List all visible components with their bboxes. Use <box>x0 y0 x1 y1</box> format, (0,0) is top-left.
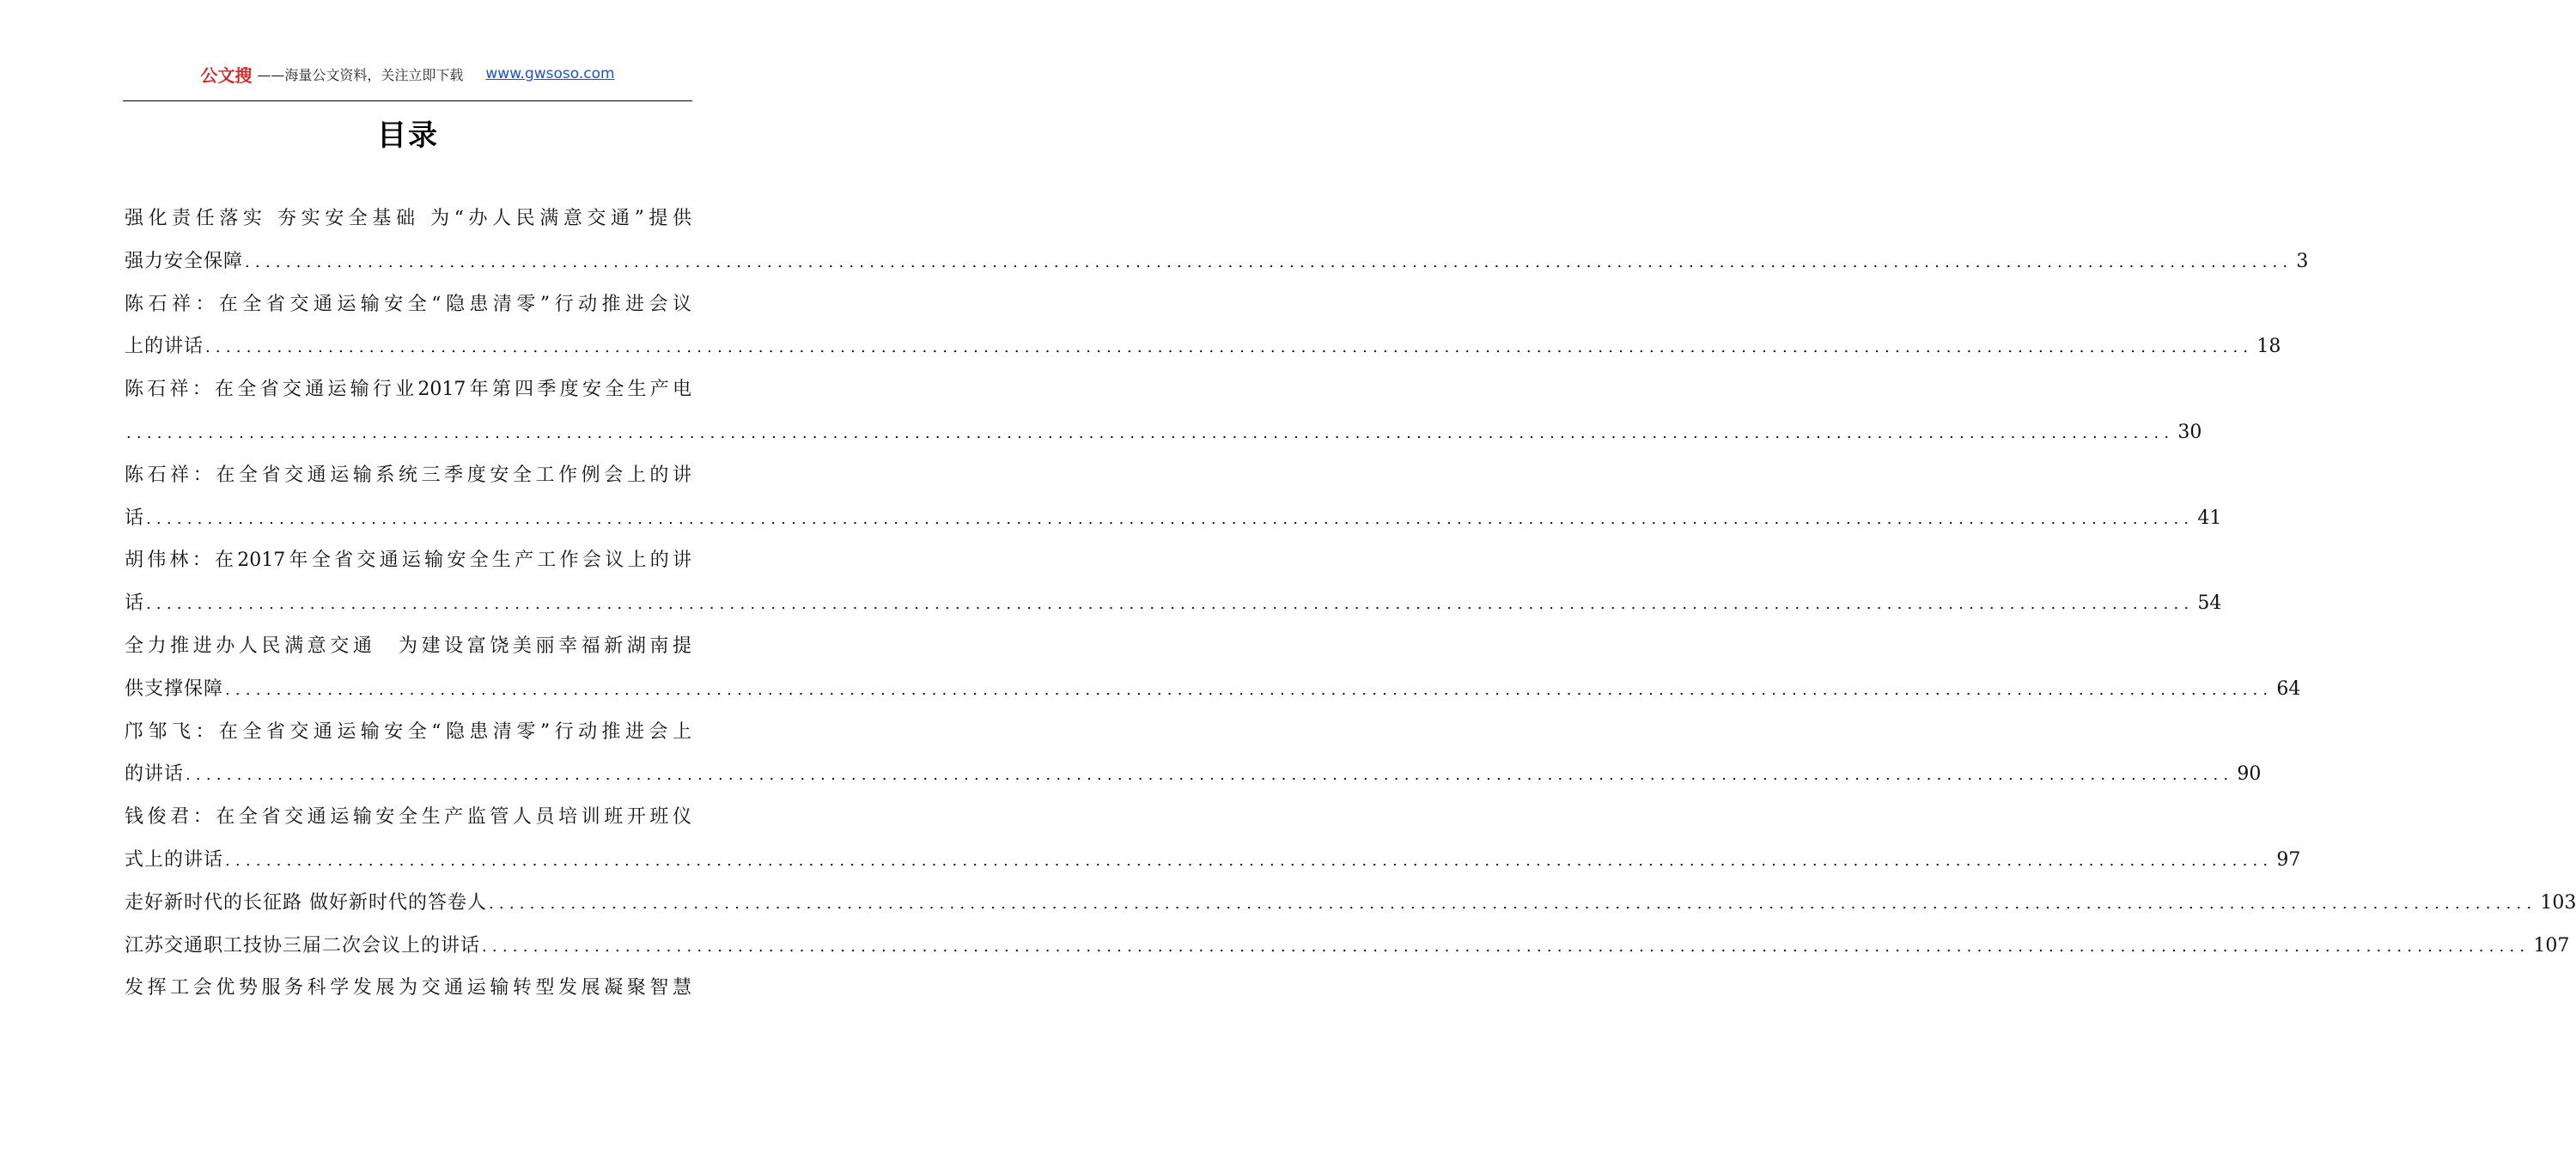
toc-entry-title-line: 陈石祥：在全省交通运输行业2017年第四季度安全生产电 <box>125 379 691 401</box>
toc-page-number: 54 <box>2197 592 2222 615</box>
toc-entry-title-line: 邝邹飞：在全省交通运输安全“隐患清零”行动推进会上 <box>125 720 691 743</box>
toc-entry[interactable] <box>125 454 2222 540</box>
toc-page-number: 18 <box>2256 336 2281 358</box>
toc-entry-title-line: 走好新时代的长征路 做好新时代的答卷人 <box>125 891 487 914</box>
toc-leader-dots: ........................................................................................................................................................................................................ <box>205 338 2254 357</box>
toc-leader-dots: ........................................................................................................................................................................................................ <box>482 937 2530 956</box>
toc-leader-dots: ........................................................................................................................................................................................................ <box>225 680 2274 699</box>
toc-entry-title-line: 供支撑保障 <box>125 677 224 700</box>
toc-page-number: 90 <box>2237 763 2262 786</box>
toc-leader-dots: ........................................................................................................................................................................................................ <box>146 509 2195 528</box>
toc-leader-dots: ........................................................................................................................................................................................................ <box>126 423 2175 442</box>
toc-entry-title-line: 全力推进办人民满意交通 为建设富饶美丽幸福新湖南提 <box>125 635 691 657</box>
header-url-link[interactable]: www.gwsoso.com <box>485 65 615 82</box>
toc-entry[interactable] <box>125 539 2222 625</box>
page-title: 目录 <box>377 118 439 153</box>
toc-leader-dots: ........................................................................................................................................................................................................ <box>245 252 2293 271</box>
toc-entry-title-line: 强力安全保障 <box>125 250 244 272</box>
toc-entry[interactable] <box>125 197 2309 283</box>
toc-entry-title-line: 强化责任落实 夯实安全基础 为“办人民满意交通”提供 <box>125 208 691 229</box>
table-of-contents <box>125 197 2576 1010</box>
page-header <box>123 60 692 88</box>
toc-entry-title-line: 胡伟林：在2017年全省交通运输安全生产工作会议上的讲 <box>125 550 691 572</box>
toc-page-number: 103 <box>2540 891 2576 914</box>
toc-entry-title-line: 的讲话 <box>125 763 185 786</box>
toc-page-number: 30 <box>2177 421 2202 443</box>
toc-entry[interactable] <box>125 283 2281 369</box>
toc-entry-title-line: 钱俊君：在全省交通运输安全生产监管人员培训班开班仪 <box>125 806 691 829</box>
toc-leader-dots: ........................................................................................................................................................................................................ <box>225 851 2274 870</box>
toc-page-number: 3 <box>2296 250 2309 272</box>
toc-entry-title-line: 陈石祥：在全省交通运输安全“隐患清零”行动推进会议 <box>125 293 691 315</box>
toc-entry-title-line: 江苏交通职工技协三届二次会议上的讲话 <box>125 934 481 957</box>
toc-leader-dots: ........................................................................................................................................................................................................ <box>146 595 2195 614</box>
toc-leader-dots: ........................................................................................................................................................................................................ <box>489 894 2537 913</box>
toc-entry-title-line: 话 <box>125 592 145 615</box>
toc-entry[interactable] <box>125 625 2301 711</box>
toc-entry[interactable] <box>125 711 2262 797</box>
toc-entry[interactable] <box>125 368 2202 454</box>
header-divider <box>123 100 692 101</box>
toc-page-number: 41 <box>2197 507 2222 529</box>
toc-entry-title-line: 式上的讲话 <box>125 848 224 871</box>
toc-entry[interactable] <box>125 967 691 1010</box>
toc-page-number: 64 <box>2276 677 2301 700</box>
toc-page-number: 97 <box>2276 848 2301 871</box>
toc-entry-title-line: 陈石祥：在全省交通运输系统三季度安全工作例会上的讲 <box>125 464 691 486</box>
toc-entry-title-line: 发挥工会优势服务科学发展为交通运输转型发展凝聚智慧 <box>125 977 691 999</box>
toc-page-number: 107 <box>2533 934 2570 957</box>
toc-entry-title-line: 上的讲话 <box>125 336 204 358</box>
toc-entry-title-line: 话 <box>125 507 145 529</box>
toc-entry[interactable] <box>125 882 2576 925</box>
toc-leader-dots: ........................................................................................................................................................................................................ <box>186 766 2234 785</box>
toc-entry[interactable] <box>125 925 2570 968</box>
brand-logo: 公文搜 <box>200 64 253 86</box>
toc-entry[interactable] <box>125 796 2301 882</box>
header-tagline: ——海量公文资料，关注立即下载 <box>257 66 464 83</box>
